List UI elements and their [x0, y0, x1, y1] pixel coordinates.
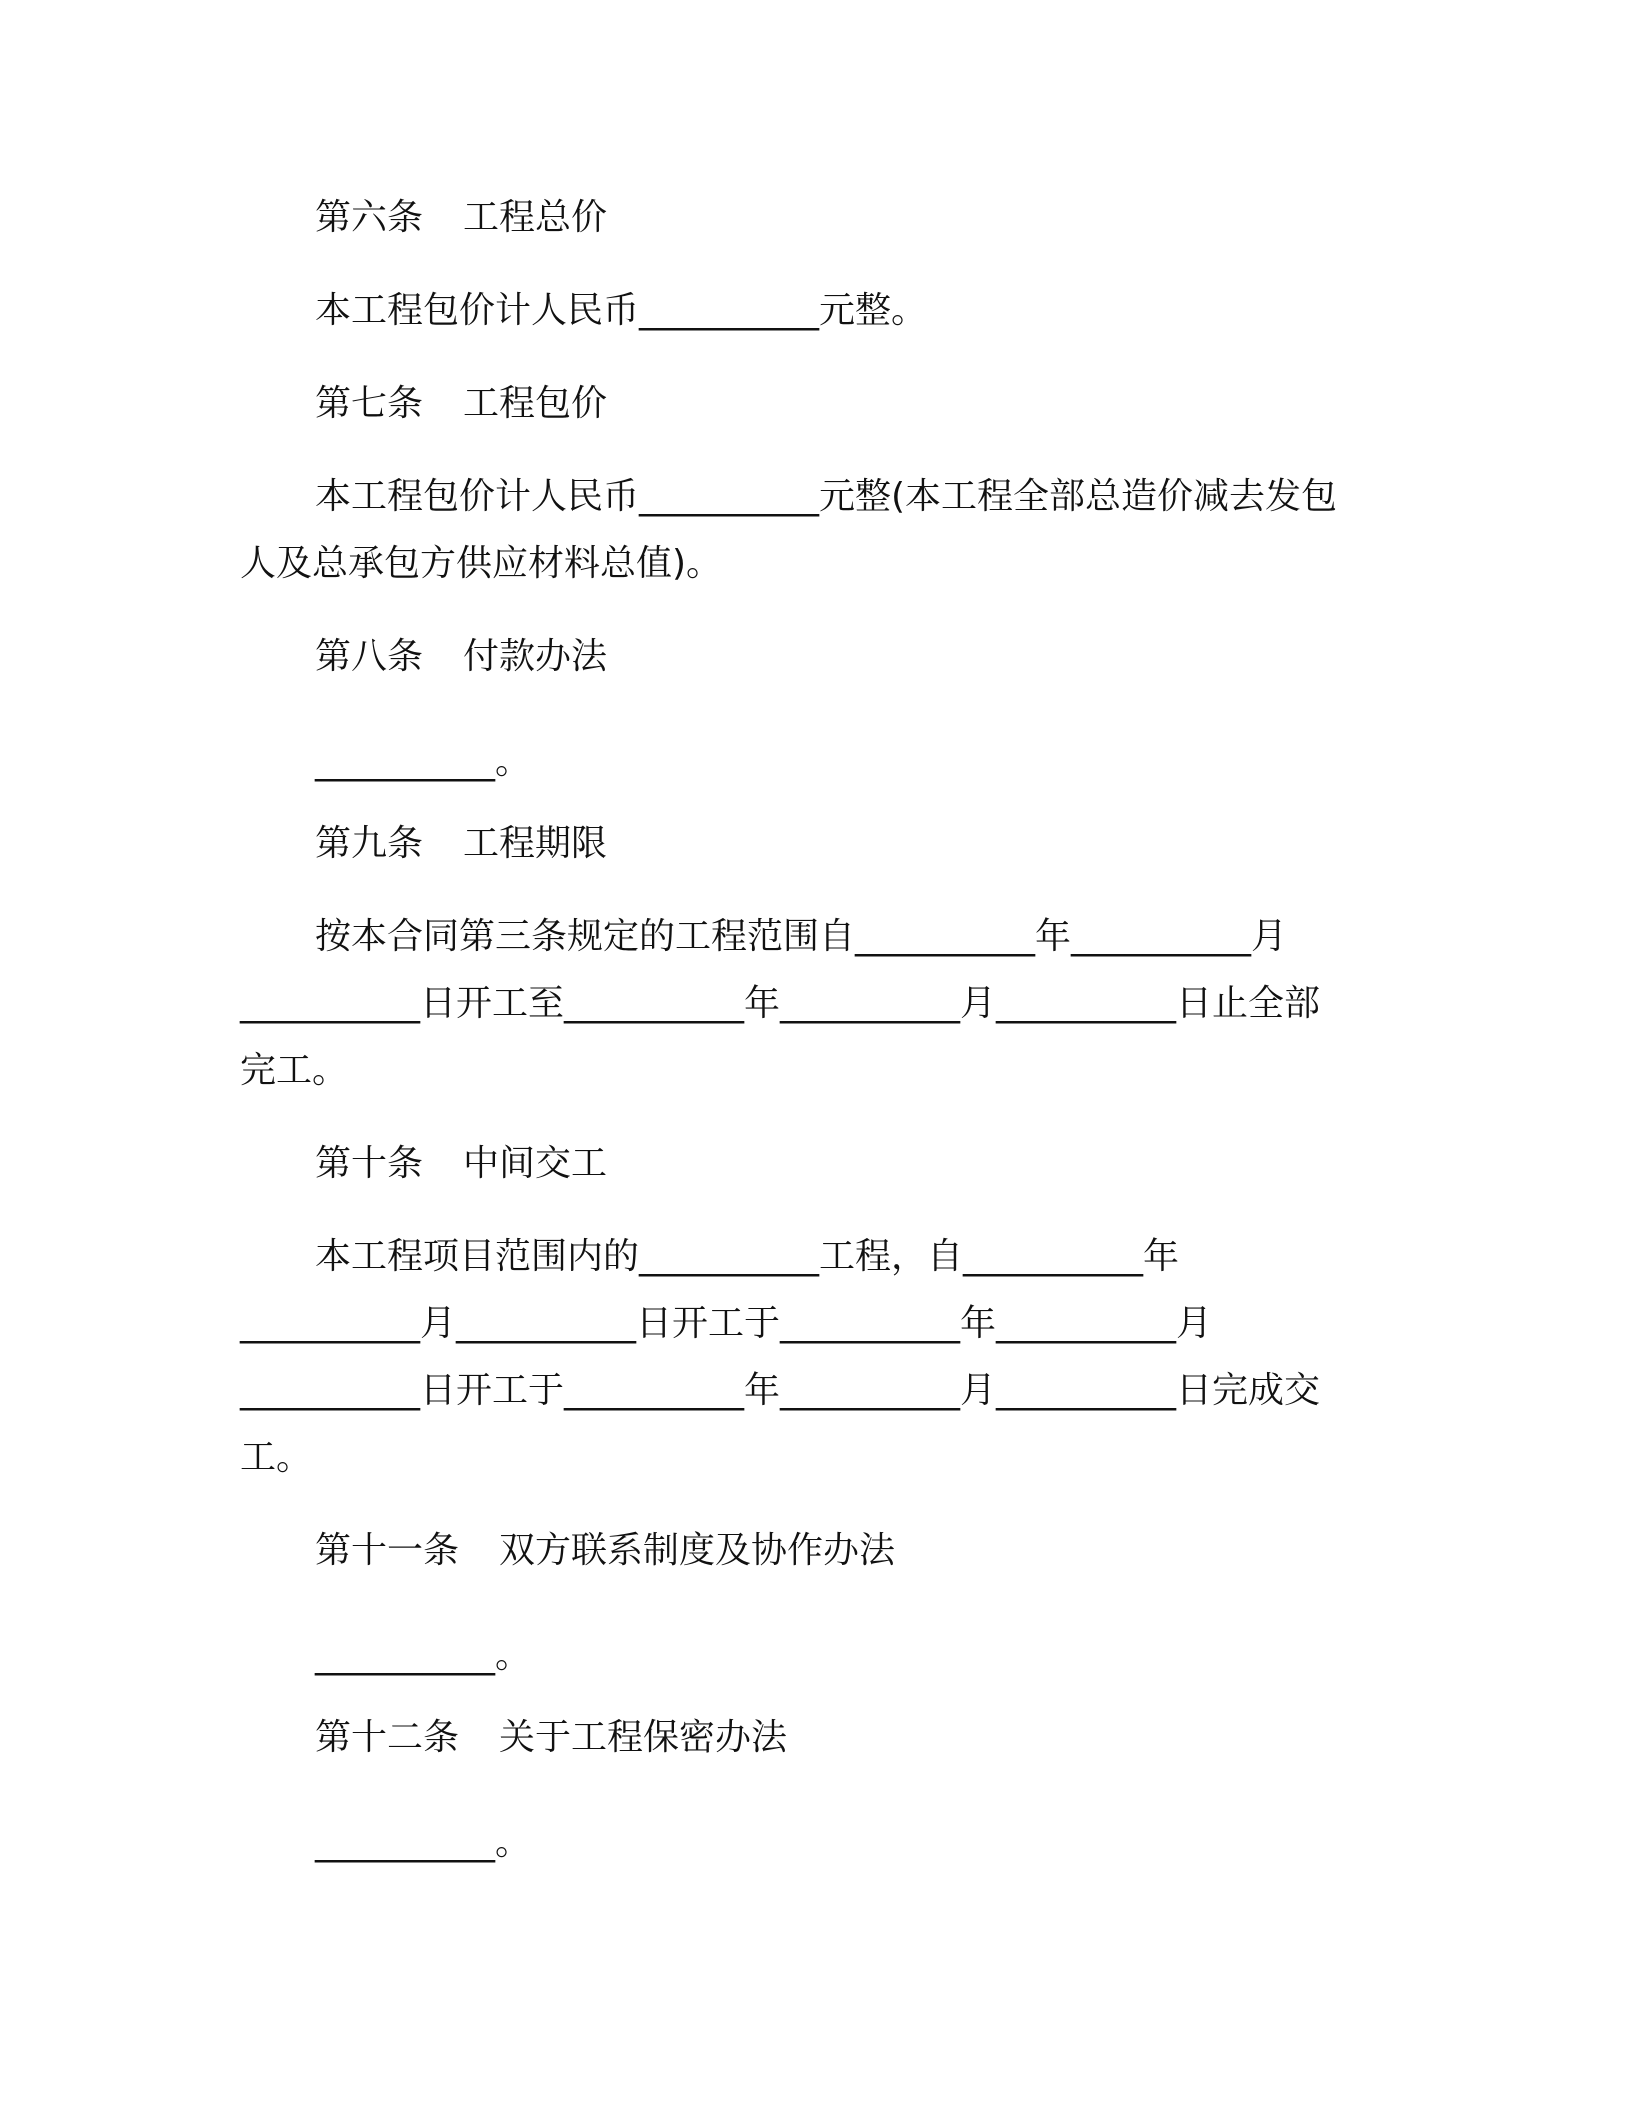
article-10-body-line-2: __________月__________日开工于__________年__________月	[240, 1303, 1213, 1344]
article-12-title: 关于工程保密办法	[499, 1717, 788, 1758]
article-6-heading	[315, 194, 607, 242]
article-11-title: 双方联系制度及协作办法	[499, 1530, 896, 1571]
article-11-body: __________。	[315, 1635, 532, 1676]
article-10-title: 中间交工	[463, 1143, 608, 1184]
article-8-title: 付款办法	[463, 636, 608, 677]
article-6-number: 第六条	[315, 197, 424, 238]
article-8-heading	[315, 633, 607, 681]
article-12-number: 第十二条	[315, 1717, 460, 1758]
article-10-body-line-1: 本工程项目范围内的__________工程，自__________年	[315, 1236, 1180, 1277]
article-9-body-line-1: 按本合同第三条规定的工程范围自__________年__________月	[315, 916, 1288, 957]
article-8-body: __________。	[315, 741, 532, 782]
article-11-heading	[315, 1527, 895, 1575]
article-11-number: 第十一条	[315, 1530, 460, 1571]
article-12-heading	[315, 1714, 787, 1762]
article-7-heading	[315, 380, 607, 428]
article-9-title: 工程期限	[463, 823, 608, 864]
article-10-body-line-3: __________日开工于__________年__________月__________日完成交	[240, 1370, 1321, 1411]
article-12-body: __________。	[315, 1822, 532, 1863]
article-9-heading	[315, 820, 607, 868]
article-7-body-line-1: 本工程包价计人民币__________元整(本工程全部总造价减去发包	[315, 476, 1338, 517]
article-9-number: 第九条	[315, 823, 424, 864]
article-10-body-line-4: 工。	[240, 1437, 313, 1478]
article-7-body-line-2: 人及总承包方供应材料总值)。	[240, 543, 723, 584]
article-6-title: 工程总价	[463, 197, 608, 238]
article-8-number: 第八条	[315, 636, 424, 677]
article-9-body-line-3: 完工。	[240, 1050, 349, 1091]
article-6-body: 本工程包价计人民币__________元整。	[315, 290, 928, 331]
article-7-number: 第七条	[315, 383, 424, 424]
article-9-body-line-2: __________日开工至__________年__________月__________日止全部	[240, 983, 1321, 1024]
article-10-heading	[315, 1140, 607, 1188]
article-10-number: 第十条	[315, 1143, 424, 1184]
article-7-title: 工程包价	[463, 383, 608, 424]
